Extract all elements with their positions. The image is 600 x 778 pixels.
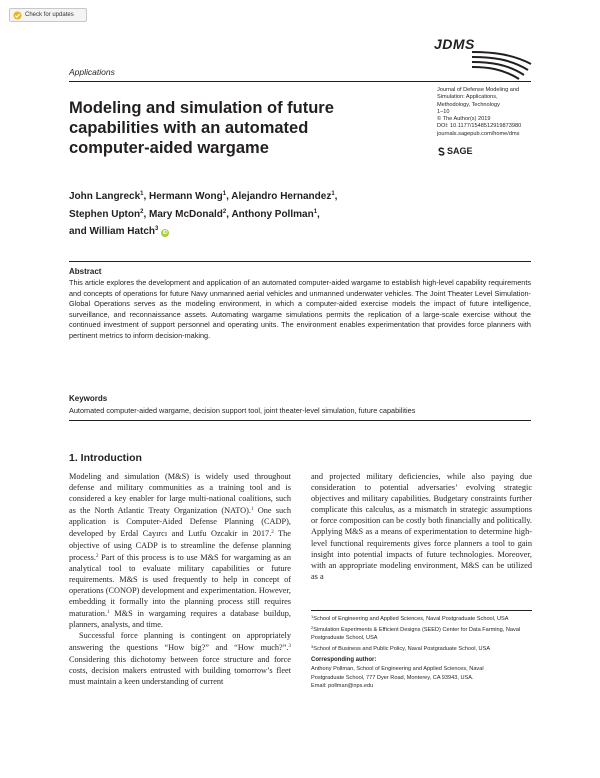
journal-info-line: Simulation: Applications, (437, 94, 498, 101)
body-text: Considering this dichotomy between force structure and force costs, decision makers entrusted with building tomorrow’s fleet must maintain a keen understanding of current (69, 654, 291, 686)
author-affiliation: 2 (222, 208, 227, 215)
body-paragraph: and projected military deficiencies, while also paying due consideration to potential adversaries’ evolving strategic objectives and military capabilities. Budgetary constraints further complicate this calculus, as a mismatch in strategic assumptions or force composition can be costly both financially and politically. Applying M&S as a means of experimentation to determine high-level functional requirements gives force planners a tool to gain insight into potential impacts of future technologies. Moreover, with an appropriate modeling environment, M&S can be utilized as a (311, 472, 532, 581)
affiliation-footnote (311, 613, 536, 624)
journal-info-line: © The Author(s) 2019 (437, 116, 491, 123)
footnote-number: 2 (311, 624, 314, 630)
author-separator: , (226, 191, 232, 202)
author-affiliation: 1 (313, 208, 318, 215)
body-column-left (69, 471, 291, 687)
keywords-text: Automated computer-aided wargame, decision support tool, joint theater-level simulation, future capabilities (69, 406, 416, 415)
citation-ref[interactable]: 1 (107, 610, 110, 616)
author-name[interactable]: Stephen Upton (69, 208, 141, 220)
corresponding-author-line: Anthony Pollman, School of Engineering and Applied Sciences, Naval (311, 665, 484, 672)
body-paragraph (69, 630, 291, 686)
journal-logo (432, 36, 532, 80)
check-updates-icon (13, 11, 22, 20)
footnote-text: School of Business and Public Policy, Naval Postgraduate School, USA (313, 645, 491, 652)
abstract-rule (69, 261, 531, 262)
footnote-number: 3 (311, 643, 314, 649)
article-section-label: Applications (69, 67, 115, 77)
author-affiliation: 1 (140, 191, 144, 197)
journal-url[interactable]: journals.sagepub.com/home/dms (437, 130, 520, 137)
author-separator: , (143, 208, 150, 220)
author-separator: , (317, 208, 320, 220)
journal-info-line: 1–10 (437, 108, 450, 115)
check-updates-label: Check for updates (25, 12, 74, 18)
footnote-text: Simulation Experiments & Efficient Designs (SEED) Center for Data Farming, Naval Postgraduate School, USA (311, 626, 521, 642)
author-name[interactable]: Mary McDonald (149, 208, 223, 220)
journal-doi[interactable]: DOI: 10.1177/1548512919873980 (437, 123, 522, 130)
corresponding-author-email[interactable]: Email: pollman@nps.edu (311, 683, 374, 690)
body-text: Successful force planning is contingent on appropriately answering the questions “How big?” and “How much?”. (69, 631, 291, 653)
body-paragraph (69, 471, 291, 630)
author-name[interactable]: Alejandro Hernandez (231, 191, 332, 202)
author-name[interactable]: and William Hatch (69, 226, 156, 237)
body-text: Modeling and simulation (M&S) is widely used throughout defense and military communities as a training tool and is considered a key enabler for large multi-national coalitions, such as the North Atlantic Treaty Organization (NATO). (69, 472, 291, 516)
affiliation-footnote (311, 624, 536, 643)
author-affiliation: 3 (155, 226, 159, 232)
sage-logo-text: SAGE (447, 146, 473, 156)
journal-logo-text: JDMS (434, 36, 475, 52)
corresponding-author-line: Postgraduate School, 777 Dyer Road, Monterey, CA 93943, USA. (311, 674, 474, 681)
check-for-updates-badge[interactable] (9, 8, 87, 22)
citation-ref[interactable]: 2 (95, 553, 99, 559)
section-heading-introduction: 1. Introduction (69, 452, 142, 464)
author-affiliation: 2 (140, 208, 144, 215)
abstract-text: This article explores the development and application of an automated computer-aided wargame to establish high-level capability requirements and concepts of operations for future Navy unmanned aerial vehicles and unmanned underwater vehicles. The Joint Theater Level Simulation-Global Operations serves as the modeling environment, in which a computer-aided exercise models the impact of future intelligence, surveillance, and reconnaissance assets. Automating wargame simulations permits the replication of a large-scale exercise without the continued investment of support personnel and operating units. The environment enables experimentation that provides force planners with pertinent metrics to inform decision-making. (69, 278, 531, 340)
citation-ref[interactable]: 1 (251, 507, 254, 513)
body-text: The objective of using CADP is to streamline the defense planning process. (69, 529, 291, 562)
author-separator: , (334, 191, 338, 202)
author-separator: , (226, 208, 232, 220)
keywords-heading: Keywords (69, 394, 108, 403)
footnote-rule (311, 610, 532, 611)
footnote-text: School of Engineering and Applied Sciences, Naval Postgraduate School, USA (313, 616, 509, 622)
affiliation-footnote (311, 643, 536, 654)
author-name[interactable]: John Langreck (69, 191, 141, 202)
orcid-icon[interactable]: iD (162, 230, 168, 236)
keywords-rule (69, 420, 531, 421)
sage-mark-icon (437, 147, 446, 156)
journal-info (437, 87, 547, 138)
body-column-right (311, 471, 532, 582)
journal-info-line: Methodology, Technology (437, 101, 500, 108)
author-separator: , (143, 191, 150, 202)
citation-ref[interactable]: 3 (288, 644, 291, 650)
author-name[interactable]: Hermann Wong (149, 191, 223, 202)
sage-logo (437, 146, 473, 156)
journal-logo-stripes-icon (432, 50, 532, 80)
body-text: Part of this process is to use M&S for wargaming as an analytical tool to evaluate military capabilities or future requirements. M&S is used frequently to help in concept of operations (CONOP) development and experimentation. However, embedding it formally into the planning process still requires maturation. (69, 552, 291, 619)
author-affiliation: 1 (222, 191, 227, 197)
article-title: Modeling and simulation of future capabilities with an automated computer-aided wargame (69, 99, 334, 157)
author-list (69, 187, 429, 240)
body-text: M&S in wargaming requires a database buildup, planners, analysts, and time. (69, 609, 291, 630)
body-text: One such application is Computer-Aided Defense Planning (CADP), developed by Erdal Cayırcı and Lutfu Ozcakir in 2017. (69, 506, 291, 539)
corresponding-author-heading: Corresponding author: (311, 657, 377, 664)
header-rule (69, 81, 531, 82)
citation-ref[interactable]: 2 (271, 530, 274, 536)
journal-info-line: Journal of Defense Modeling and (437, 87, 520, 93)
footnote-number: 1 (311, 614, 314, 619)
author-affiliation: 1 (331, 191, 335, 197)
author-name[interactable]: Anthony Pollman (231, 208, 314, 220)
abstract-heading: Abstract (69, 267, 102, 276)
footnotes (311, 613, 536, 691)
